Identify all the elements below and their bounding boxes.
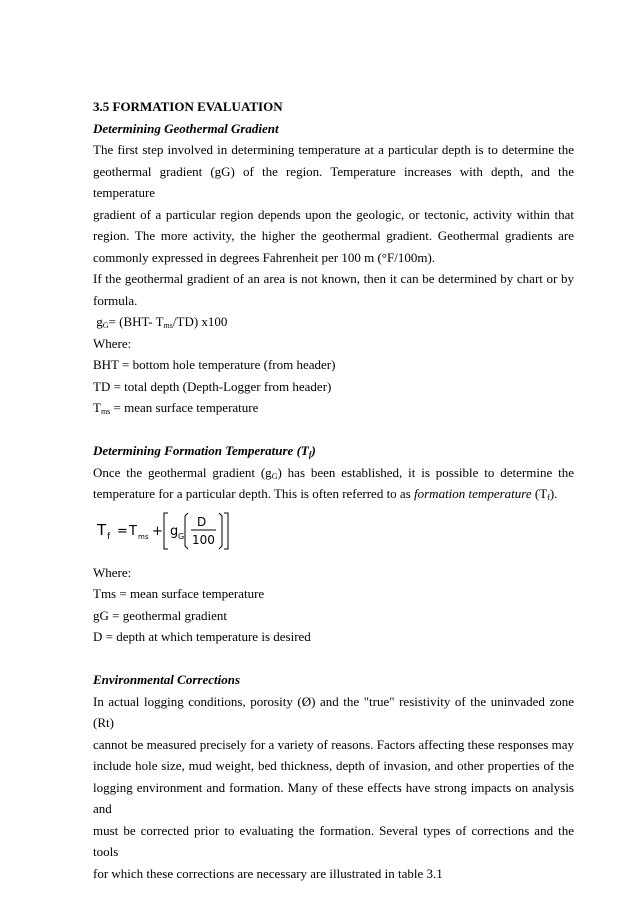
- environmental-paragraph-line: must be corrected prior to evaluating the formation. Several types of corrections and the tools: [93, 822, 574, 859]
- environmental-paragraph-line: cannot be measured precisely for a variety of reasons. Factors affecting these responses may: [93, 736, 574, 752]
- left-paren: [185, 513, 188, 549]
- formation-temperature-equation: [95, 507, 235, 555]
- spacer: [93, 648, 574, 670]
- document-body: [93, 96, 574, 884]
- eq-plus: +: [152, 523, 163, 539]
- environmental-paragraph-line: include hole size, mud weight, bed thickness, depth of invasion, and other properties of the: [93, 758, 574, 773]
- gradient-formula: $g_G= (BHT-$ $T_{ms}/TD$) x100: [96, 314, 228, 330]
- eq-g-sub: G: [178, 531, 185, 541]
- eq-tms: T: [129, 523, 137, 539]
- geothermal-paragraph-line: region. The more activity, the higher the geothermal gradient. Geothermal gradients are: [93, 228, 574, 243]
- geothermal-paragraph-line: geothermal gradient (gG) of the region. Temperature increases with depth, and the temperature: [93, 163, 574, 200]
- right-bracket: [224, 513, 228, 549]
- eq-lhs: T: [97, 520, 107, 539]
- eq-denominator: 100: [192, 532, 215, 547]
- environmental-corrections-heading: Environmental Corrections: [93, 672, 240, 687]
- where-label: Where:: [93, 335, 132, 351]
- geothermal-heading: Determining Geothermal Gradient: [93, 120, 279, 136]
- eq-equals: =: [117, 523, 128, 539]
- geothermal-paragraph-line: gradient of a particular region depends upon the geologic, or tectonic, activity within that: [93, 206, 574, 222]
- formation-temperature-heading: Determining Formation Temperature $(T_f)$: [93, 443, 316, 459]
- geothermal-paragraph-line: commonly expressed in degrees Fahrenheit per 100 m (°F/100m).: [93, 249, 436, 265]
- eq-numerator: D: [197, 514, 207, 529]
- spacer: [93, 419, 574, 441]
- environmental-paragraph-line: In actual logging conditions, porosity (Ø) and the "true" resistivity of the uninvaded zone (Rt): [93, 693, 574, 730]
- left-bracket: [164, 513, 168, 549]
- definition-tms-plain: Tms = mean surface temperature: [93, 586, 265, 601]
- definition-gg: gG = geothermal gradient: [93, 607, 228, 623]
- section-title: 3.5 FORMATION EVALUATION: [93, 99, 283, 114]
- formation-temperature-line: Once the geothermal gradient $(g_G)$ has been established, it is possible to determine the: [93, 464, 574, 481]
- eq-g: g: [170, 523, 179, 539]
- eq-lhs-sub: f: [107, 531, 111, 542]
- definition-bht: BHT = bottom hole temperature (from header): [93, 357, 336, 372]
- geothermal-paragraph-line: The first step involved in determining temperature at a particular depth is to determine the: [93, 142, 574, 157]
- eq-tms-sub: ms: [138, 532, 149, 541]
- unknown-gradient-line: If the geothermal gradient of an area is not known, then it can be determined by chart or by: [93, 271, 574, 286]
- unknown-gradient-line: formula.: [93, 292, 138, 308]
- environmental-paragraph-line: for which these corrections are necessary are illustrated in table 3.1: [93, 865, 443, 881]
- environmental-paragraph-line: logging environment and formation. Many of these effects have strong impacts on analysis and: [93, 779, 574, 816]
- definition-td: TD = total depth (Depth-Logger from header): [93, 378, 332, 394]
- definition-d: D = depth at which temperature is desired: [93, 629, 311, 644]
- formation-temperature-line: temperature for a particular depth. This is often referred to as formation temperature $(T_f)$.: [93, 486, 558, 502]
- right-paren: [219, 513, 222, 549]
- definition-tms: $T_{ms}$ = mean surface temperature: [93, 400, 259, 416]
- where-label: Where:: [93, 564, 132, 580]
